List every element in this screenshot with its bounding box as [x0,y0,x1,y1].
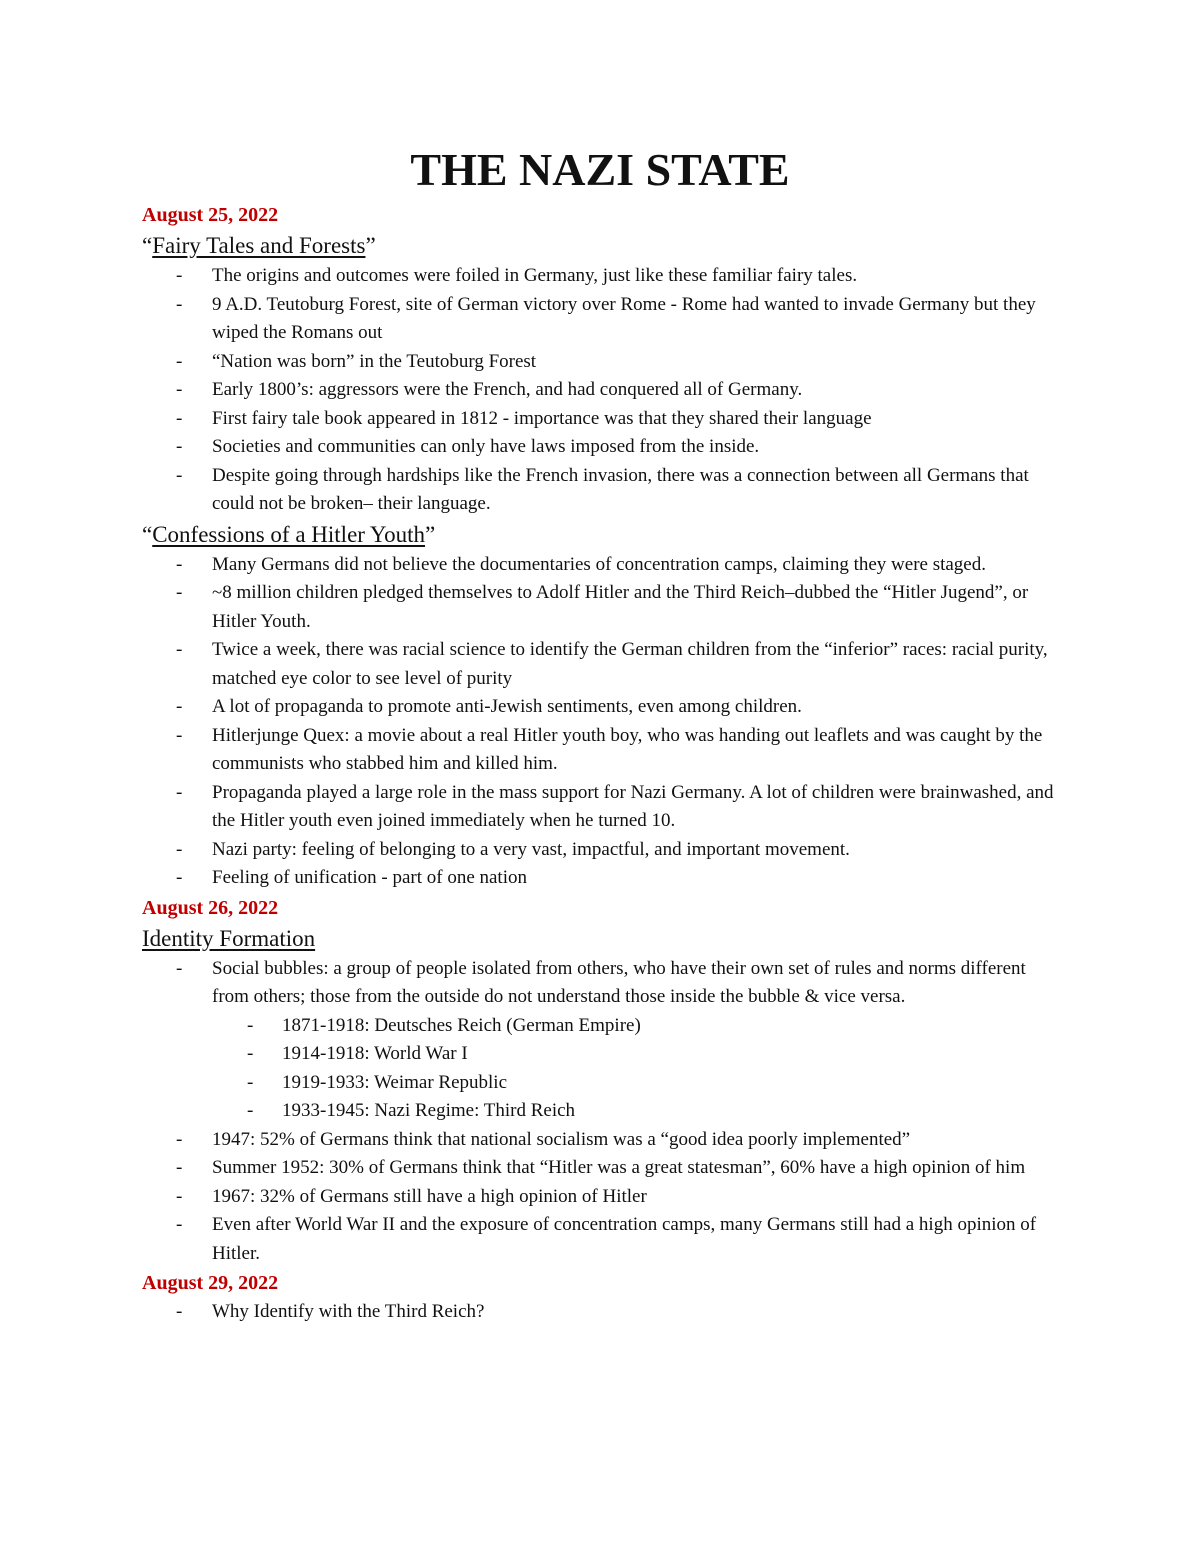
bullet-item: - “Nation was born” in the Teutoburg Forest [142,348,1062,377]
section-date: August 26, 2022 [142,896,279,919]
open-quote: “ [142,233,153,258]
document-title: THE NAZI STATE [410,144,790,195]
bullet-item: - First fairy tale book appeared in 1812 - importance was that they shared their language [142,405,1062,434]
bullet-item: - The origins and outcomes were foiled in Germany, just like these familiar fairy tales. [142,262,1062,291]
sub-bullet-item: - 1919-1933: Weimar Republic [212,1069,1062,1098]
bullet-list [142,955,1062,1269]
bullet-item: - Feeling of unification - part of one nation [142,864,1062,893]
bullet-item: - Summer 1952: 30% of Germans think that “Hitler was a great statesman”, 60% have a high opinion of him [142,1154,1062,1183]
bullet-item: - A lot of propaganda to promote anti-Jewish sentiments, even among children. [142,693,1062,722]
section-date: August 29, 2022 [142,1272,279,1294]
sub-bullet-item: - 1933-1945: Nazi Regime: Third Reich [212,1097,1062,1126]
bullet-item: - Many Germans did not believe the documentaries of concentration camps, claiming they were staged. [142,551,1062,580]
topic-heading [142,519,1062,551]
bullet-list [142,1298,1062,1327]
bullet-item: - Nazi party: feeling of belonging to a very vast, impactful, and important movement. [142,836,1062,865]
sub-bullet-item: - 1871-1918: Deutsches Reich (German Empire) [212,1012,1062,1041]
bullet-item: - Even after World War II and the exposure of concentration camps, many Germans still had a high opinion of Hitler. [142,1211,1062,1268]
bullet-item: - Why Identify with the Third Reich? [142,1298,1062,1327]
bullet-item: - 9 A.D. Teutoburg Forest, site of German victory over Rome - Rome had wanted to invade Germany but they wiped the Romans out [142,291,1062,348]
close-quote: ” [365,233,376,258]
topic-heading [142,230,1062,262]
bullet-item: - Despite going through hardships like the French invasion, there was a connection between all Germans that could not be broken– their language. [142,462,1062,519]
document-body [142,200,1062,1327]
topic-heading-text: Confessions of a Hitler Youth [152,521,426,547]
bullet-item: - Early 1800’s: aggressors were the French, and had conquered all of Germany. [142,376,1062,405]
bullet-item: - Hitlerjunge Quex: a movie about a real Hitler youth boy, who was handing out leaflets and was caught by the communists who stabbed him and killed him. [142,722,1062,779]
bullet-item: - 1967: 32% of Germans still have a high opinion of Hitler [142,1183,1062,1212]
bullet-list [142,551,1062,893]
bullet-item: - Societies and communities can only have laws imposed from the inside. [142,433,1062,462]
topic-heading-text: Fairy Tales and Forests [152,233,366,258]
bullet-item: - ~8 million children pledged themselves to Adolf Hitler and the Third Reich–dubbed the “Hitler Jugend”, or Hitler Youth. [142,579,1062,636]
bullet-text: Social bubbles: a group of people isolated from others, who have their own set of rules and norms different from others; those from the outside do not understand those inside the bubble & vice versa. [212,957,1026,1007]
topic-heading [142,923,1062,955]
bullet-item: - 1947: 52% of Germans think that national socialism was a “good idea poorly implemented” [142,1126,1062,1155]
sub-bullet-list [212,1012,1062,1126]
close-quote: ” [425,521,436,547]
section-date: August 25, 2022 [142,204,279,226]
bullet-item [142,955,1062,1126]
topic-heading-text: Identity Formation [142,925,316,951]
bullet-item: - Twice a week, there was racial science to identify the German children from the “inferior” races: racial purity, matched eye color to see level of purity [142,636,1062,693]
sub-bullet-item: - 1914-1918: World War I [212,1040,1062,1069]
bullet-list [142,262,1062,519]
open-quote: “ [142,521,153,547]
bullet-item: - Propaganda played a large role in the mass support for Nazi Germany. A lot of children were brainwashed, and the Hitler youth even joined immediately when he turned 10. [142,779,1062,836]
